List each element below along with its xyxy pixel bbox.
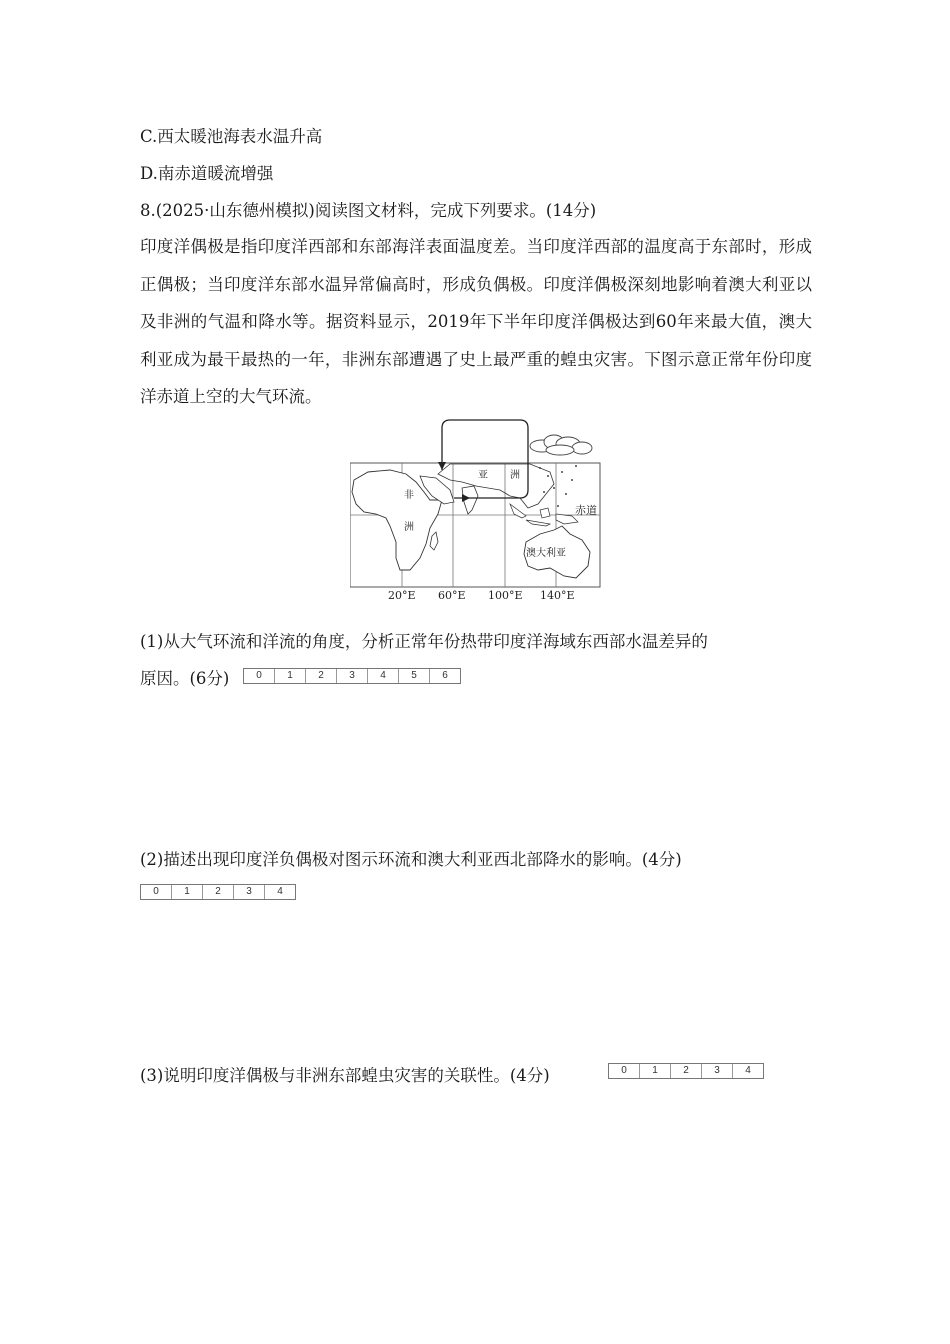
material-text: 印度洋偶极是指印度洋西部和东部海洋表面温度差。当印度洋西部的温度高于东部时，形成正偶极；当印度洋东部水温异常偏高时，形成负偶极。印度洋偶极深刻地影响着澳大利亚以及非洲的气温和降水等。据资料显示，2019年下半年印度洋偶极达到60年来最大值，澳大利亚成为最干最热的一年，非洲东部遭遇了史上最严重的蝗虫灾害。下图示意正常年份印度洋赤道上空的大气环流。 [140, 237, 812, 406]
score-box[interactable]: 1 [640, 1064, 671, 1078]
lon-tick-20e: 20°E [388, 589, 416, 602]
q2-text: (2)描述出现印度洋负偶极对图示环流和澳大利亚西北部降水的影响。(4分) [140, 850, 682, 869]
score-box[interactable]: 4 [277, 886, 283, 897]
score-box[interactable]: 5 [399, 669, 430, 683]
cloud-icon [530, 435, 592, 455]
score-box[interactable]: 1 [275, 669, 306, 683]
score-box[interactable]: 2 [671, 1064, 702, 1078]
map-label-australia: 澳大利亚 [526, 548, 566, 559]
option-d: D.南赤道暖流增强 [140, 164, 274, 183]
score-box[interactable]: 3 [702, 1064, 733, 1078]
score-box[interactable]: 0 [609, 1064, 640, 1078]
question-header: 8.(2025·山东德州模拟)阅读图文材料，完成下列要求。(14分) [140, 201, 597, 220]
score-box[interactable]: 2 [306, 669, 337, 683]
map-label-africa-1: 非 [404, 490, 414, 501]
score-box[interactable]: 2 [203, 885, 234, 899]
score-box[interactable]: 3 [337, 669, 368, 683]
indian-ocean-circulation-map [350, 418, 610, 604]
map-label-equator: 赤道 [575, 504, 597, 517]
map-label-africa-2: 洲 [404, 522, 414, 533]
q3-text: (3)说明印度洋偶极与非洲东部蝗虫灾害的关联性。(4分) [140, 1066, 550, 1085]
q3-score-boxes[interactable] [608, 1063, 764, 1079]
score-box[interactable]: 0 [141, 885, 172, 899]
option-c: C.西太暖池海表水温升高 [140, 127, 323, 146]
score-box[interactable]: 4 [745, 1065, 751, 1076]
score-box[interactable]: 4 [368, 669, 399, 683]
q1-text-line2: 原因。(6分) [140, 669, 230, 688]
q1-text-line1: (1)从大气环流和洋流的角度，分析正常年份热带印度洋海域东西部水温差异的 [140, 632, 708, 651]
q2-score-boxes[interactable] [140, 884, 296, 900]
q1-score-boxes[interactable] [243, 668, 461, 684]
lon-tick-100e: 100°E [488, 589, 523, 602]
map-label-asia-2: 洲 [510, 470, 520, 481]
score-box[interactable]: 6 [442, 670, 448, 681]
score-box[interactable]: 0 [244, 669, 275, 683]
score-box[interactable]: 1 [172, 885, 203, 899]
score-box[interactable]: 3 [234, 885, 265, 899]
map-label-asia-1: 亚 [478, 470, 488, 481]
lon-tick-60e: 60°E [438, 589, 466, 602]
lon-tick-140e: 140°E [540, 589, 575, 602]
